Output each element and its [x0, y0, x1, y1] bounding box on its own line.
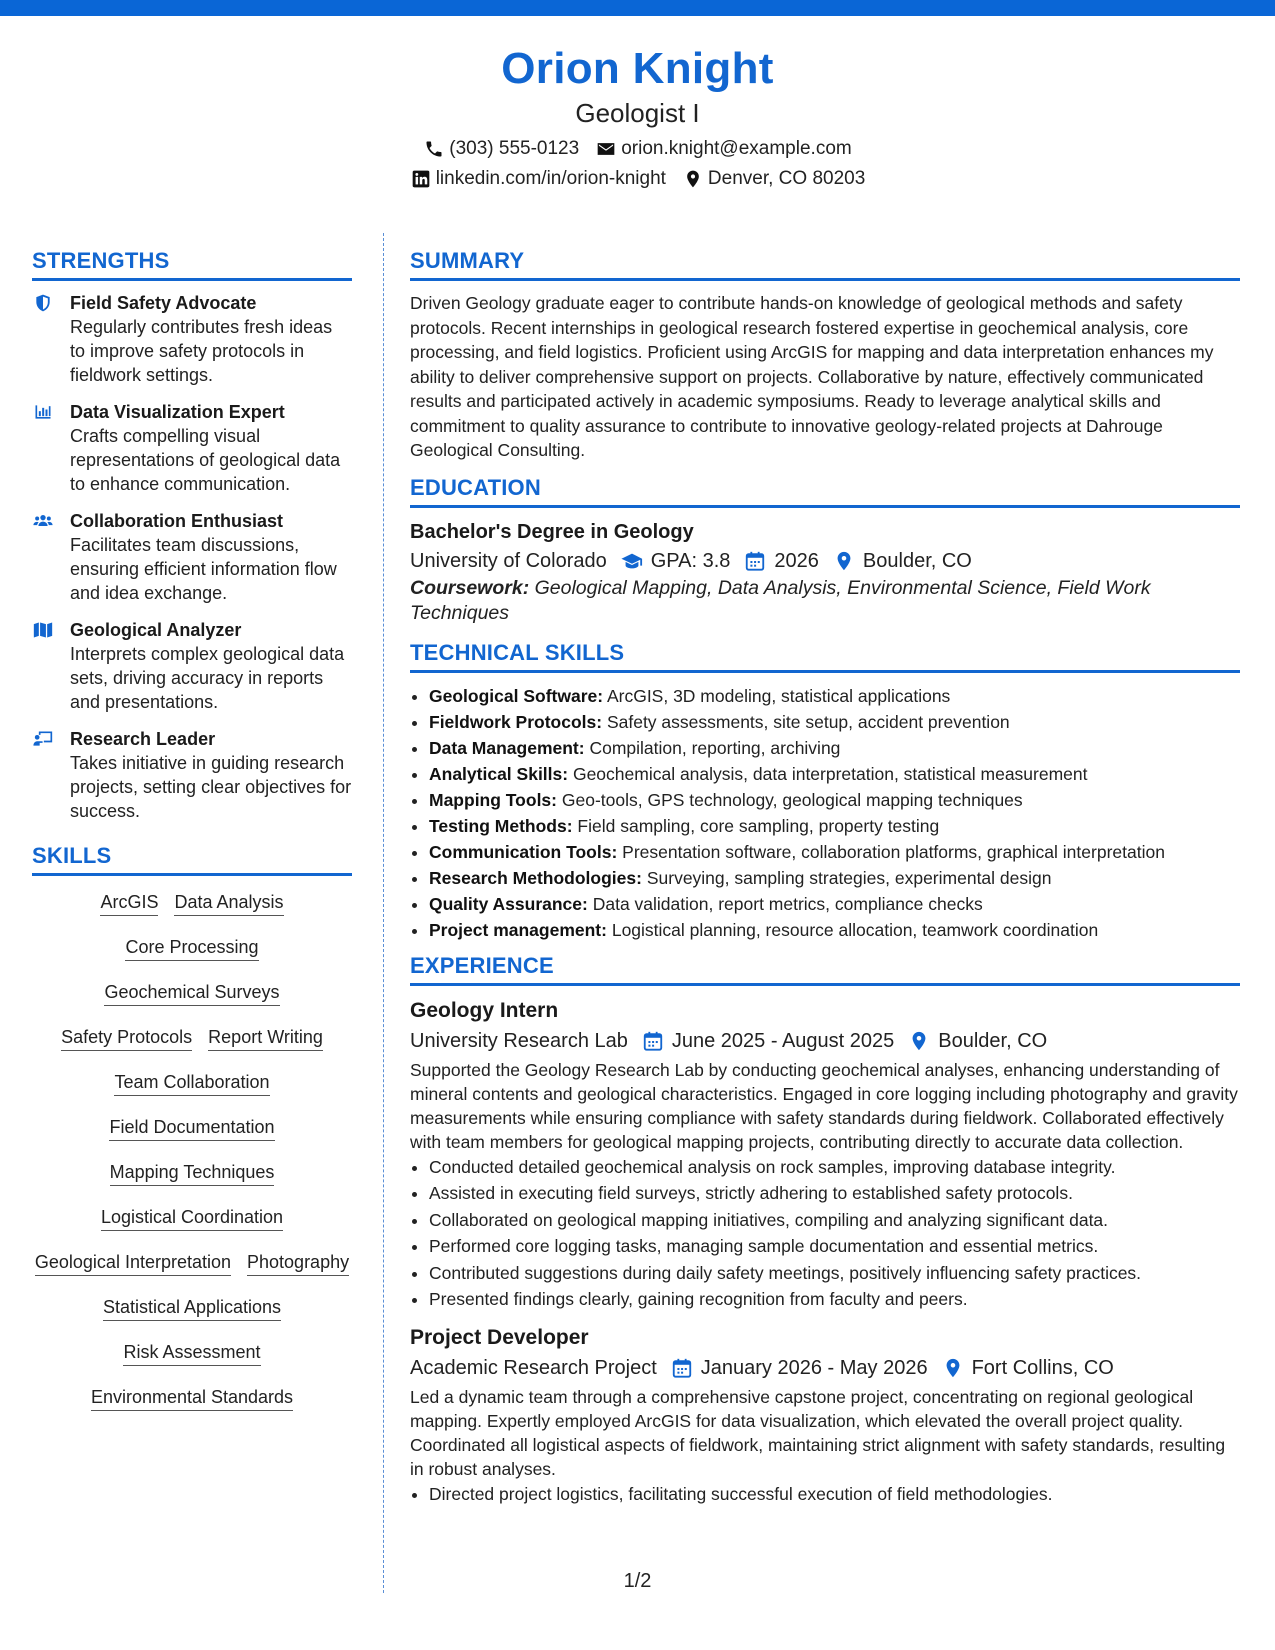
candidate-name: Orion Knight [501, 44, 774, 93]
skill-values: Data validation, report metrics, compliance checks [587, 893, 983, 914]
list-item [429, 683, 1240, 709]
strength-title: Field Safety Advocate [70, 293, 257, 313]
coursework-text: Geological Mapping, Data Analysis, Environmental Science, Field Work Techniques [410, 576, 1151, 624]
resume-header [0, 38, 1275, 194]
email-text[interactable]: orion.knight@example.com [621, 138, 852, 159]
job-entry [410, 1323, 1240, 1508]
users-icon [32, 509, 56, 605]
list-item: • Contributed suggestions during daily safety meetings, positively influencing safety practices. [429, 1260, 1240, 1287]
skill-tag: Data Analysis [174, 891, 283, 916]
skill-values: ArcGIS, 3D modeling, statistical applications [603, 685, 951, 706]
phone-icon [423, 138, 445, 160]
strength-desc: Interprets complex geological data sets, driving accuracy in reports and presentations. [70, 644, 345, 712]
skill-tag: Core Processing [125, 936, 258, 961]
calendar-icon [744, 550, 766, 572]
skill-values: Field sampling, core sampling, property testing [572, 815, 940, 836]
skills-list [32, 886, 352, 1411]
list-item: • Directed project logistics, facilitating successful execution of field methodologies. [429, 1481, 1240, 1508]
job-bullets [410, 1154, 1240, 1313]
top-accent-bar [0, 0, 1275, 16]
map-pin-icon [908, 1030, 930, 1052]
envelope-icon [595, 138, 617, 160]
job-description: Led a dynamic team through a comprehensive capstone project, concentrating on regional geological mapping. Expertly employed ArcGIS for data visualization, which elevated the overall project quality. Coordinated all logistical aspects of fieldwork, maintaining strict alignment with safety standards, resulting in robust analyses. [410, 1386, 1226, 1479]
school-name: University of Colorado [410, 549, 607, 572]
page-number: 1/2 [623, 1570, 652, 1592]
strength-item [32, 291, 352, 387]
left-column [32, 248, 352, 1411]
right-column [410, 248, 1240, 1517]
skill-category: Research Methodologies: [429, 867, 642, 888]
map-pin-icon [682, 168, 704, 190]
column-divider [383, 233, 384, 1593]
strength-item [32, 509, 352, 605]
skill-values: Logistical planning, resource allocation, teamwork coordination [606, 919, 1099, 940]
strength-desc: Regularly contributes fresh ideas to improve safety protocols in fieldwork settings. [70, 317, 333, 385]
skill-tag: Team Collaboration [114, 1071, 269, 1096]
job-location: Boulder, CO [938, 1029, 1048, 1052]
list-item [429, 891, 1240, 917]
strength-title: Geological Analyzer [70, 620, 242, 640]
job-meta [410, 1026, 1240, 1056]
bar-chart-icon [32, 400, 56, 496]
skill-tag: Geological Interpretation [35, 1251, 231, 1276]
skill-values: Geo-tools, GPS technology, geological mapping techniques [557, 789, 1023, 810]
graduation-cap-icon [621, 550, 643, 572]
skill-tag: Report Writing [208, 1026, 323, 1051]
strength-desc: Crafts compelling visual representations of geological data to enhance communication. [70, 426, 341, 494]
skill-tag: Mapping Techniques [110, 1161, 275, 1186]
education-meta [410, 546, 1240, 576]
skill-values: Presentation software, collaboration platforms, graphical interpretation [617, 841, 1165, 862]
skill-tag: Safety Protocols [61, 1026, 192, 1051]
skill-category: Analytical Skills: [429, 763, 569, 784]
location-text: Denver, CO 80203 [707, 168, 866, 189]
skill-category: Fieldwork Protocols: [429, 711, 603, 732]
strength-item [32, 400, 352, 496]
experience-heading: EXPERIENCE [410, 953, 1240, 986]
skill-values: Surveying, sampling strategies, experimental design [641, 867, 1052, 888]
list-item [429, 761, 1240, 787]
job-title: Geology Intern [410, 998, 559, 1022]
calendar-icon [642, 1030, 664, 1052]
education-heading: EDUCATION [410, 475, 1240, 508]
phone-contact [423, 134, 579, 164]
job-meta [410, 1353, 1240, 1383]
list-item [429, 839, 1240, 865]
list-item [429, 709, 1240, 735]
skill-values: Compilation, reporting, archiving [584, 737, 841, 758]
job-org: Academic Research Project [410, 1356, 657, 1379]
job-entry [410, 996, 1240, 1313]
job-dates: January 2026 - May 2026 [700, 1356, 928, 1379]
list-item [429, 865, 1240, 891]
calendar-icon [671, 1357, 693, 1379]
summary-text: Driven Geology graduate eager to contribute hands-on knowledge of geological methods and safety protocols. Recent internships in geological research fostered expertise in geochemical analysis, core processing, and field logistics. Proficient using ArcGIS for mapping and data interpretation enhances my ability to deliver comprehensive support on projects. Collaborative by nature, effectively communicated results and participated actively in academic symposiums. Ready to leverage analytical skills and commitment to quality assurance to contribute to innovative geology-related projects at Dahrouge Geological Consulting. [410, 293, 1214, 460]
job-bullets [410, 1481, 1240, 1508]
strength-title: Collaboration Enthusiast [70, 511, 284, 531]
strength-item [32, 618, 352, 714]
contact-row-1 [0, 134, 1275, 164]
strength-title: Data Visualization Expert [70, 402, 285, 422]
strength-title: Research Leader [70, 729, 216, 749]
job-description: Supported the Geology Research Lab by conducting geochemical analyses, enhancing understanding of mineral contents and geological characteristics. Engaged in core logging including photography and gravity measurements while ensuring compliance with safety standards during fieldwork. Collaborated effectively with team members for geological mapping projects, contributing directly to accurate data collection. [410, 1059, 1238, 1152]
map-pin-icon [942, 1357, 964, 1379]
job-dates: June 2025 - August 2025 [671, 1029, 895, 1052]
coursework-label: Coursework: [410, 576, 530, 599]
skill-category: Communication Tools: [429, 841, 618, 862]
list-item: • Performed core logging tasks, managing sample documentation and essential metrics. [429, 1233, 1240, 1260]
coursework [410, 576, 1240, 626]
shield-icon [32, 291, 56, 387]
map-pin-icon [833, 550, 855, 572]
contact-row-2 [0, 164, 1275, 194]
skill-tag: Photography [247, 1251, 349, 1276]
skill-category: Geological Software: [429, 685, 604, 706]
list-item: • Collaborated on geological mapping initiatives, compiling and analyzing significant data. [429, 1207, 1240, 1234]
skill-tag: Field Documentation [109, 1116, 274, 1141]
list-item [429, 917, 1240, 943]
strength-desc: Facilitates team discussions, ensuring efficient information flow and idea exchange. [70, 535, 337, 603]
skill-values: Safety assessments, site setup, accident prevention [602, 711, 1010, 732]
skill-category: Data Management: [429, 737, 585, 758]
map-icon [32, 618, 56, 714]
strength-item [32, 727, 352, 823]
email-contact[interactable] [595, 134, 852, 164]
chalkboard-teacher-icon [32, 727, 56, 823]
technical-skills-heading: TECHNICAL SKILLS [410, 640, 1240, 673]
job-org: University Research Lab [410, 1029, 628, 1052]
candidate-role: Geologist I [575, 98, 700, 128]
list-item: • Conducted detailed geochemical analysis on rock samples, improving database integrity. [429, 1154, 1240, 1181]
skill-tag: Statistical Applications [103, 1296, 281, 1321]
list-item [429, 735, 1240, 761]
list-item: • Assisted in executing field surveys, strictly adhering to established safety protocols. [429, 1180, 1240, 1207]
graduation-year: 2026 [774, 549, 819, 572]
skill-tag: ArcGIS [100, 891, 158, 916]
summary-heading: SUMMARY [410, 248, 1240, 281]
skills-heading: SKILLS [32, 843, 352, 876]
job-location: Fort Collins, CO [971, 1356, 1114, 1379]
education-location: Boulder, CO [862, 549, 972, 572]
linkedin-contact[interactable] [410, 164, 666, 194]
skill-tag: Environmental Standards [91, 1386, 293, 1411]
linkedin-icon [410, 168, 432, 190]
location-contact [682, 164, 865, 194]
skill-category: Mapping Tools: [429, 789, 557, 810]
technical-skills-list [410, 683, 1240, 943]
degree-title: Bachelor's Degree in Geology [410, 520, 694, 543]
skill-category: Project management: [429, 919, 607, 940]
strengths-heading: STRENGTHS [32, 248, 352, 281]
skill-tag: Risk Assessment [123, 1341, 260, 1366]
skill-category: Testing Methods: [429, 815, 573, 836]
list-item [429, 813, 1240, 839]
strength-desc: Takes initiative in guiding research projects, setting clear objectives for success. [70, 753, 352, 821]
skill-tag: Logistical Coordination [101, 1206, 283, 1231]
list-item: • Presented findings clearly, gaining recognition from faculty and peers. [429, 1286, 1240, 1313]
skill-tag: Geochemical Surveys [104, 981, 279, 1006]
phone-text: (303) 555-0123 [449, 138, 580, 159]
gpa-text: GPA: 3.8 [650, 549, 731, 572]
list-item [429, 787, 1240, 813]
linkedin-text[interactable]: linkedin.com/in/orion-knight [435, 168, 666, 189]
job-title: Project Developer [410, 1325, 589, 1349]
skill-values: Geochemical analysis, data interpretation, statistical measurement [568, 763, 1088, 784]
skill-category: Quality Assurance: [429, 893, 588, 914]
